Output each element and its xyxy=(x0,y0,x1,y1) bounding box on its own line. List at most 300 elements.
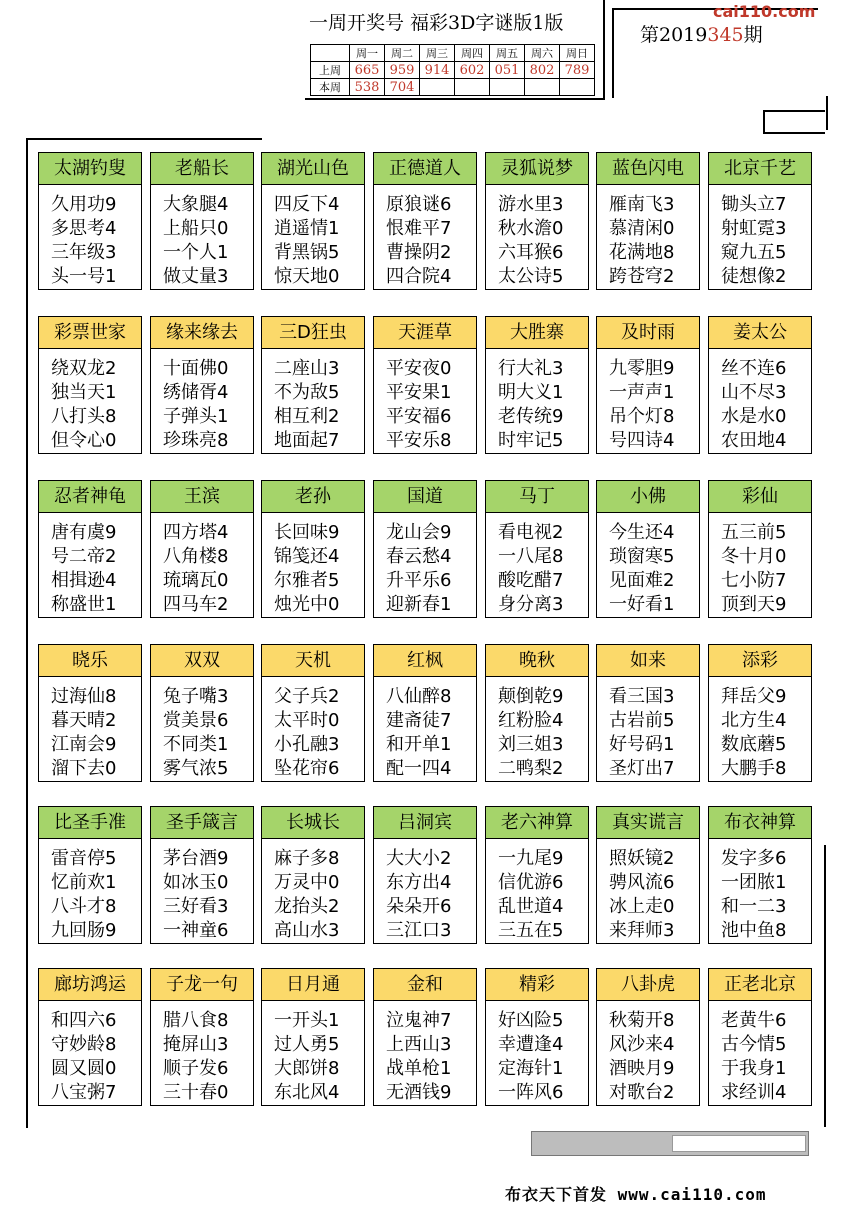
riddle-card xyxy=(373,480,477,618)
card-items xyxy=(709,677,811,781)
riddle-line: 唐有虞9 xyxy=(51,522,117,543)
riddle-line: 秋水澹0 xyxy=(498,218,564,239)
riddle-card xyxy=(708,806,812,944)
draw-number: 914 xyxy=(420,62,455,79)
riddle-line: 升平乐6 xyxy=(386,570,452,591)
frame-line xyxy=(26,138,28,1128)
card-author: 廊坊鸿运 xyxy=(39,969,141,1001)
riddle-line: 三好看3 xyxy=(163,896,229,917)
riddle-line: 逍遥情1 xyxy=(274,218,340,239)
riddle-line: 七小防7 xyxy=(721,570,787,591)
riddle-line: 东方出4 xyxy=(386,872,452,893)
riddle-line: 窥九五5 xyxy=(721,242,787,263)
riddle-line: 花满地8 xyxy=(609,242,675,263)
card-author: 蓝色闪电 xyxy=(597,153,699,185)
riddle-line: 古岩前5 xyxy=(609,710,675,731)
riddle-line: 照妖镜2 xyxy=(609,848,675,869)
frame-line xyxy=(824,845,826,1127)
issue-number xyxy=(640,20,763,47)
riddle-line: 顺子发6 xyxy=(163,1058,229,1079)
riddle-line: 朵朵开6 xyxy=(386,896,452,917)
riddle-line: 背黑锅5 xyxy=(274,242,340,263)
card-items xyxy=(374,513,476,617)
riddle-line: 平安果1 xyxy=(386,382,452,403)
card-author: 彩仙 xyxy=(709,481,811,513)
card-author: 彩票世家 xyxy=(39,317,141,349)
card-items xyxy=(262,185,364,289)
riddle-line: 明大义1 xyxy=(498,382,564,403)
card-items xyxy=(262,1001,364,1105)
card-items xyxy=(151,349,253,453)
card-author: 长城长 xyxy=(262,807,364,839)
card-items xyxy=(709,185,811,289)
card-author: 金和 xyxy=(374,969,476,1001)
riddle-line: 不同类1 xyxy=(163,734,229,755)
riddle-line: 冬十月0 xyxy=(721,546,787,567)
card-author: 天机 xyxy=(262,645,364,677)
card-items xyxy=(486,1001,588,1105)
riddle-line: 锄头立7 xyxy=(721,194,787,215)
riddle-line: 珍珠亮8 xyxy=(163,430,229,451)
riddle-line: 秋菊开8 xyxy=(609,1010,675,1031)
card-author: 比圣手准 xyxy=(39,807,141,839)
riddle-line: 三江口3 xyxy=(386,920,452,941)
riddle-card xyxy=(596,480,700,618)
riddle-line: 山不尽3 xyxy=(721,382,787,403)
card-author: 缘来缘去 xyxy=(151,317,253,349)
card-author: 圣手箴言 xyxy=(151,807,253,839)
riddle-line: 游水里3 xyxy=(498,194,564,215)
riddle-card xyxy=(150,480,254,618)
riddle-card xyxy=(261,644,365,782)
riddle-line: 六耳猴6 xyxy=(498,242,564,263)
draw-number xyxy=(490,79,525,96)
riddle-line: 今生还4 xyxy=(609,522,675,543)
card-author: 小佛 xyxy=(597,481,699,513)
riddle-line: 地面起7 xyxy=(274,430,340,451)
riddle-line: 原狼谜6 xyxy=(386,194,452,215)
riddle-line: 好凶险5 xyxy=(498,1010,564,1031)
draw-number: 665 xyxy=(350,62,385,79)
riddle-line: 乱世道4 xyxy=(498,896,564,917)
riddle-line: 龙抬头2 xyxy=(274,896,340,917)
riddle-line: 一开头1 xyxy=(274,1010,340,1031)
riddle-line: 小孔融3 xyxy=(274,734,340,755)
riddle-line: 水是水0 xyxy=(721,406,787,427)
riddle-card xyxy=(38,644,142,782)
card-items xyxy=(374,185,476,289)
riddle-line: 子弹头1 xyxy=(163,406,229,427)
footer-bar xyxy=(531,1131,809,1156)
riddle-line: 独当天1 xyxy=(51,382,117,403)
card-items xyxy=(39,349,141,453)
card-items xyxy=(374,349,476,453)
riddle-line: 丝不连6 xyxy=(721,358,787,379)
riddle-line: 大象腿4 xyxy=(163,194,229,215)
riddle-line: 迎新春1 xyxy=(386,594,452,615)
card-items xyxy=(486,513,588,617)
card-author: 姜太公 xyxy=(709,317,811,349)
card-items xyxy=(709,1001,811,1105)
riddle-line: 忆前欢1 xyxy=(51,872,117,893)
riddle-line: 做丈量3 xyxy=(163,266,229,287)
card-author: 北京千艺 xyxy=(709,153,811,185)
riddle-card xyxy=(485,968,589,1106)
riddle-line: 守妙龄8 xyxy=(51,1034,117,1055)
riddle-line: 风沙来4 xyxy=(609,1034,675,1055)
riddle-line: 称盛世1 xyxy=(51,594,117,615)
riddle-line: 坠花帘6 xyxy=(274,758,340,779)
riddle-line: 于我身1 xyxy=(721,1058,787,1079)
riddle-card xyxy=(708,480,812,618)
riddle-line: 麻子多8 xyxy=(274,848,340,869)
day-label: 周四 xyxy=(455,45,490,62)
riddle-line: 建斋徒7 xyxy=(386,710,452,731)
riddle-line: 跨苍穹2 xyxy=(609,266,675,287)
riddle-line: 配一四4 xyxy=(386,758,452,779)
riddle-card xyxy=(708,644,812,782)
riddle-line: 上船只0 xyxy=(163,218,229,239)
card-items xyxy=(374,839,476,943)
riddle-card xyxy=(708,152,812,290)
issue-number-value: 345 xyxy=(707,24,744,46)
riddle-line: 五三前5 xyxy=(721,522,787,543)
riddle-line: 江南会9 xyxy=(51,734,117,755)
riddle-line: 一八尾8 xyxy=(498,546,564,567)
riddle-line: 九零胆9 xyxy=(609,358,675,379)
riddle-line: 八角楼8 xyxy=(163,546,229,567)
riddle-line: 多思考4 xyxy=(51,218,117,239)
riddle-line: 和一二3 xyxy=(721,896,787,917)
card-items xyxy=(597,349,699,453)
riddle-card xyxy=(485,316,589,454)
riddle-line: 冰上走0 xyxy=(609,896,675,917)
riddle-line: 琐窗寒5 xyxy=(609,546,675,567)
riddle-line: 父子兵2 xyxy=(274,686,340,707)
riddle-line: 号四诗4 xyxy=(609,430,675,451)
card-items xyxy=(709,349,811,453)
riddle-card xyxy=(38,316,142,454)
riddle-line: 无酒钱9 xyxy=(386,1082,452,1103)
riddle-line: 三年级3 xyxy=(51,242,117,263)
riddle-line: 战单枪1 xyxy=(386,1058,452,1079)
riddle-line: 暮天晴2 xyxy=(51,710,117,731)
day-label: 周六 xyxy=(525,45,560,62)
riddle-line: 酒映月9 xyxy=(609,1058,675,1079)
card-items xyxy=(151,185,253,289)
riddle-line: 慕清闲0 xyxy=(609,218,675,239)
card-items xyxy=(597,677,699,781)
riddle-card xyxy=(596,644,700,782)
card-author: 灵狐说梦 xyxy=(486,153,588,185)
draw-number: 704 xyxy=(385,79,420,96)
riddle-card xyxy=(38,806,142,944)
card-items xyxy=(374,1001,476,1105)
card-items xyxy=(262,677,364,781)
riddle-line: 一声声1 xyxy=(609,382,675,403)
riddle-card xyxy=(150,968,254,1106)
card-author: 湖光山色 xyxy=(262,153,364,185)
riddle-line: 烛光中0 xyxy=(274,594,340,615)
riddle-line: 顶到天9 xyxy=(721,594,787,615)
riddle-line: 一好看1 xyxy=(609,594,675,615)
riddle-line: 时牢记5 xyxy=(498,430,564,451)
card-items xyxy=(709,839,811,943)
card-items xyxy=(486,839,588,943)
day-label: 周日 xyxy=(560,45,595,62)
riddle-line: 八仙醉8 xyxy=(386,686,452,707)
riddle-line: 刘三姐3 xyxy=(498,734,564,755)
riddle-card xyxy=(373,968,477,1106)
riddle-line: 雾气浓5 xyxy=(163,758,229,779)
riddle-line: 不为敌5 xyxy=(274,382,340,403)
this-week-row xyxy=(311,79,595,96)
card-author: 老船长 xyxy=(151,153,253,185)
riddle-line: 雷音停5 xyxy=(51,848,117,869)
card-items xyxy=(39,513,141,617)
card-author: 大胜寨 xyxy=(486,317,588,349)
draw-number: 802 xyxy=(525,62,560,79)
draw-number xyxy=(560,79,595,96)
card-items xyxy=(597,1001,699,1105)
riddle-card xyxy=(708,968,812,1106)
riddle-card xyxy=(38,480,142,618)
this-week-label: 本周 xyxy=(311,79,350,96)
riddle-line: 尔雅者5 xyxy=(274,570,340,591)
riddle-line: 九回肠9 xyxy=(51,920,117,941)
riddle-line: 头一号1 xyxy=(51,266,117,287)
card-author: 马丁 xyxy=(486,481,588,513)
card-author: 及时雨 xyxy=(597,317,699,349)
card-author: 吕洞宾 xyxy=(374,807,476,839)
riddle-line: 四马车2 xyxy=(163,594,229,615)
riddle-line: 一团脓1 xyxy=(721,872,787,893)
riddle-line: 八打头8 xyxy=(51,406,117,427)
riddle-line: 农田地4 xyxy=(721,430,787,451)
draw-number xyxy=(420,79,455,96)
draw-number: 602 xyxy=(455,62,490,79)
card-author: 正老北京 xyxy=(709,969,811,1001)
riddle-line: 过海仙8 xyxy=(51,686,117,707)
riddle-line: 大郎饼8 xyxy=(274,1058,340,1079)
card-items xyxy=(39,1001,141,1105)
footer-bar-inner xyxy=(672,1135,806,1152)
riddle-card xyxy=(485,480,589,618)
riddle-card xyxy=(596,806,700,944)
card-items xyxy=(374,677,476,781)
day-label: 周一 xyxy=(350,45,385,62)
riddle-line: 春云愁4 xyxy=(386,546,452,567)
card-author: 布衣神算 xyxy=(709,807,811,839)
card-items xyxy=(151,513,253,617)
riddle-line: 锦笺还4 xyxy=(274,546,340,567)
riddle-line: 茅台酒9 xyxy=(163,848,229,869)
card-author: 国道 xyxy=(374,481,476,513)
riddle-card xyxy=(485,806,589,944)
riddle-line: 兔子嘴3 xyxy=(163,686,229,707)
riddle-line: 信优游6 xyxy=(498,872,564,893)
riddle-line: 溜下去0 xyxy=(51,758,117,779)
riddle-line: 一神童6 xyxy=(163,920,229,941)
riddle-line: 三五在5 xyxy=(498,920,564,941)
riddle-line: 定海针1 xyxy=(498,1058,564,1079)
riddle-line: 龙山会9 xyxy=(386,522,452,543)
riddle-line: 平安福6 xyxy=(386,406,452,427)
card-items xyxy=(262,513,364,617)
card-author: 王滨 xyxy=(151,481,253,513)
card-author: 三D狂虫 xyxy=(262,317,364,349)
riddle-line: 古今情5 xyxy=(721,1034,787,1055)
draw-number xyxy=(455,79,490,96)
riddle-line: 发字多6 xyxy=(721,848,787,869)
day-label: 周二 xyxy=(385,45,420,62)
card-items xyxy=(39,839,141,943)
riddle-card xyxy=(373,644,477,782)
riddle-line: 恨难平7 xyxy=(386,218,452,239)
card-items xyxy=(597,839,699,943)
riddle-line: 如冰玉0 xyxy=(163,872,229,893)
riddle-line: 四合院4 xyxy=(386,266,452,287)
riddle-line: 行大礼3 xyxy=(498,358,564,379)
draw-number: 959 xyxy=(385,62,420,79)
riddle-line: 身分离3 xyxy=(498,594,564,615)
riddle-line: 四反下4 xyxy=(274,194,340,215)
day-label: 周三 xyxy=(420,45,455,62)
riddle-line: 太公诗5 xyxy=(498,266,564,287)
riddle-line: 太平时0 xyxy=(274,710,340,731)
card-items xyxy=(597,185,699,289)
riddle-line: 吊个灯8 xyxy=(609,406,675,427)
riddle-line: 二座山3 xyxy=(274,358,340,379)
riddle-card xyxy=(485,644,589,782)
draw-number: 538 xyxy=(350,79,385,96)
riddle-line: 好号码1 xyxy=(609,734,675,755)
card-author: 老孙 xyxy=(262,481,364,513)
riddle-line: 二鸭梨2 xyxy=(498,758,564,779)
riddle-line: 雁南飞3 xyxy=(609,194,675,215)
decorative-box xyxy=(763,110,825,134)
day-label: 周五 xyxy=(490,45,525,62)
riddle-line: 一个人1 xyxy=(163,242,229,263)
riddle-card xyxy=(38,152,142,290)
card-author: 晓乐 xyxy=(39,645,141,677)
card-items xyxy=(262,839,364,943)
riddle-line: 求经训4 xyxy=(721,1082,787,1103)
card-author: 子龙一句 xyxy=(151,969,253,1001)
riddle-line: 惊天地0 xyxy=(274,266,340,287)
riddle-line: 数底蘑5 xyxy=(721,734,787,755)
footer-credit: 布衣天下首发 www.cai110.com xyxy=(505,1185,767,1204)
card-items xyxy=(151,677,253,781)
riddle-line: 掩屏山3 xyxy=(163,1034,229,1055)
riddle-card xyxy=(261,152,365,290)
card-author: 双双 xyxy=(151,645,253,677)
riddle-line: 酸吃醋7 xyxy=(498,570,564,591)
riddle-line: 琉璃瓦0 xyxy=(163,570,229,591)
site-logo: cai110.com xyxy=(713,2,816,21)
last-week-row xyxy=(311,62,595,79)
riddle-line: 相揖逊4 xyxy=(51,570,117,591)
card-author: 晚秋 xyxy=(486,645,588,677)
draw-number: 051 xyxy=(490,62,525,79)
riddle-line: 号二帝2 xyxy=(51,546,117,567)
issue-prefix: 第2019 xyxy=(640,24,708,46)
week-days-row xyxy=(311,45,595,62)
riddle-card xyxy=(373,316,477,454)
riddle-line: 三十春0 xyxy=(163,1082,229,1103)
card-author: 红枫 xyxy=(374,645,476,677)
riddle-card xyxy=(373,806,477,944)
riddle-line: 但令心0 xyxy=(51,430,117,451)
riddle-card xyxy=(261,480,365,618)
riddle-line: 赏美景6 xyxy=(163,710,229,731)
riddle-card xyxy=(596,316,700,454)
riddle-line: 平安夜0 xyxy=(386,358,452,379)
riddle-line: 平安乐8 xyxy=(386,430,452,451)
riddle-line: 万灵中0 xyxy=(274,872,340,893)
riddle-line: 东北风4 xyxy=(274,1082,340,1103)
riddle-line: 看三国3 xyxy=(609,686,675,707)
riddle-card xyxy=(150,806,254,944)
riddle-line: 射虹霓3 xyxy=(721,218,787,239)
riddle-card xyxy=(596,968,700,1106)
riddle-line: 八斗才8 xyxy=(51,896,117,917)
riddle-line: 北方生4 xyxy=(721,710,787,731)
card-items xyxy=(262,349,364,453)
card-author: 正德道人 xyxy=(374,153,476,185)
card-items xyxy=(486,185,588,289)
riddle-line: 见面难2 xyxy=(609,570,675,591)
card-author: 太湖钓叟 xyxy=(39,153,141,185)
riddle-line: 久用功9 xyxy=(51,194,117,215)
riddle-line: 池中鱼8 xyxy=(721,920,787,941)
card-items xyxy=(597,513,699,617)
riddle-line: 绕双龙2 xyxy=(51,358,117,379)
riddle-line: 看电视2 xyxy=(498,522,564,543)
riddle-card xyxy=(38,968,142,1106)
riddle-line: 拜岳父9 xyxy=(721,686,787,707)
riddle-line: 老黄牛6 xyxy=(721,1010,787,1031)
card-items xyxy=(151,1001,253,1105)
draw-number: 789 xyxy=(560,62,595,79)
frame-line xyxy=(26,138,262,140)
riddle-line: 圣灯出7 xyxy=(609,758,675,779)
riddle-line: 腊八食8 xyxy=(163,1010,229,1031)
riddle-line: 骋风流6 xyxy=(609,872,675,893)
riddle-line: 大鹏手8 xyxy=(721,758,787,779)
card-author: 精彩 xyxy=(486,969,588,1001)
card-author: 天涯草 xyxy=(374,317,476,349)
riddle-line: 对歌台2 xyxy=(609,1082,675,1103)
card-author: 真实谎言 xyxy=(597,807,699,839)
riddle-line: 和开单1 xyxy=(386,734,452,755)
last-week-label: 上周 xyxy=(311,62,350,79)
card-items xyxy=(486,677,588,781)
riddle-line: 圆又圆0 xyxy=(51,1058,117,1079)
riddle-line: 过人勇5 xyxy=(274,1034,340,1055)
card-items xyxy=(151,839,253,943)
riddle-card xyxy=(261,806,365,944)
riddle-card xyxy=(150,644,254,782)
riddle-line: 老传统9 xyxy=(498,406,564,427)
card-author: 老六神算 xyxy=(486,807,588,839)
riddle-line: 红粉脸4 xyxy=(498,710,564,731)
draw-number xyxy=(525,79,560,96)
card-author: 添彩 xyxy=(709,645,811,677)
riddle-line: 十面佛0 xyxy=(163,358,229,379)
card-items xyxy=(39,185,141,289)
riddle-line: 泣鬼神7 xyxy=(386,1010,452,1031)
